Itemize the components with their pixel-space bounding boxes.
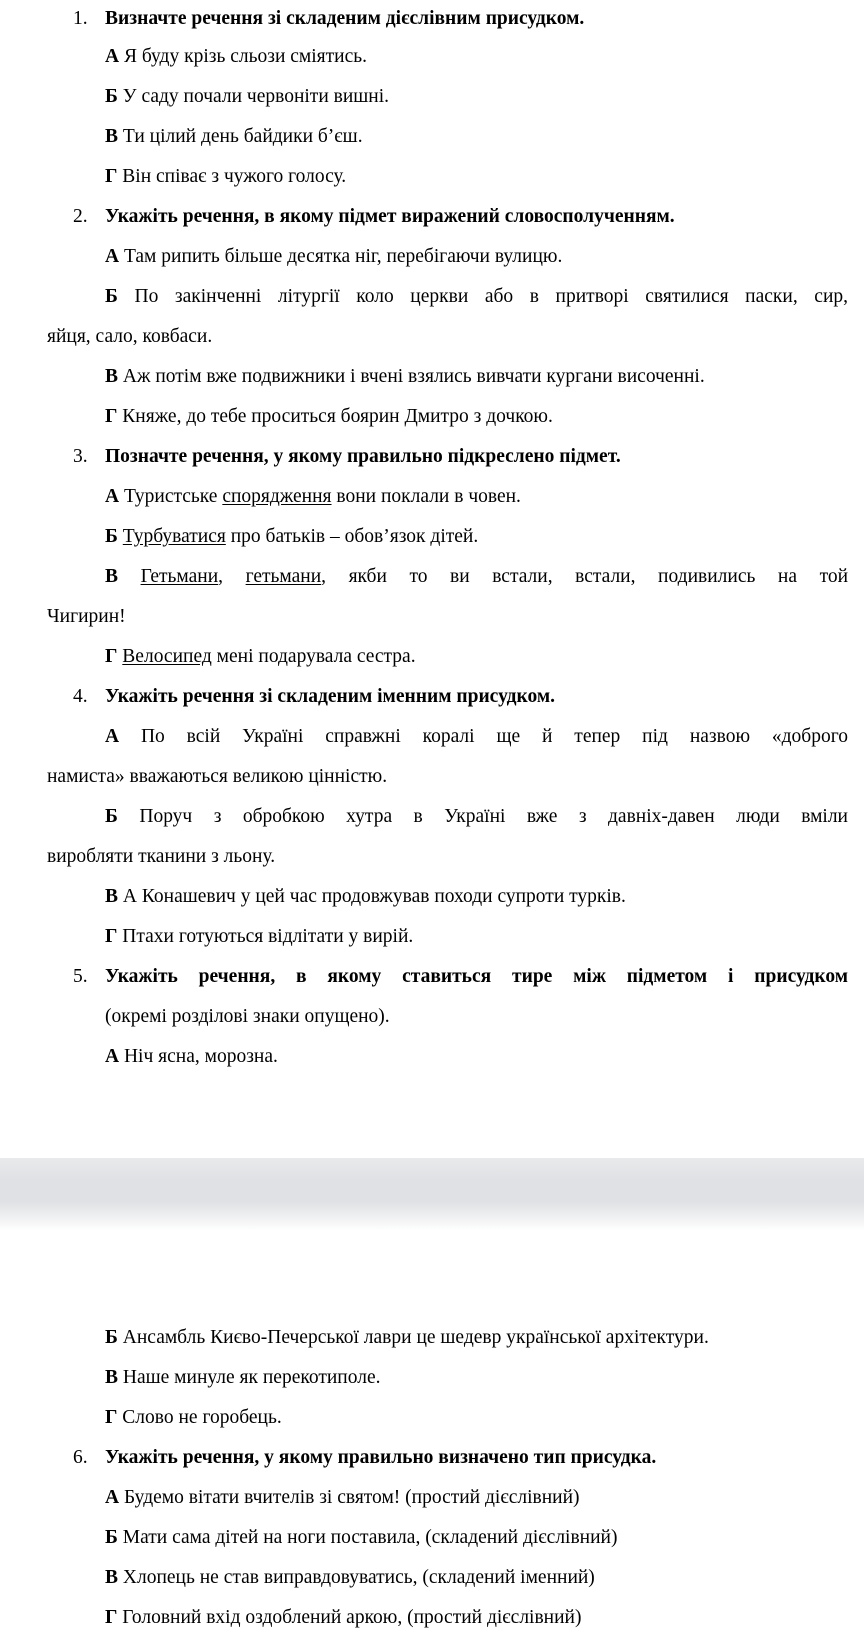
question-3-option-c: В Гетьмани, гетьмани, якби то ви встали, встали, подивились на той [105, 566, 849, 587]
underlined-subject: Велосипед [122, 646, 212, 667]
question-4-text: Укажіть речення зі складеним іменним присудком. [105, 686, 555, 707]
question-2-option-d: Г Княже, до тебе проситься боярин Дмитро з дочкою. [105, 406, 553, 427]
question-2-option-b: Б По закінченні літургії коло церкви або в притворі святилися паски, сир, [105, 286, 849, 307]
question-3-option-a: А Туристське спорядження вони поклали в човен. [105, 486, 521, 507]
question-4-option-c: В А Конашевич у цей час продовжував походи супроти турків. [105, 886, 626, 907]
question-6-option-b: Б Мати сама дітей на ноги поставила, (складений дієслівний) [105, 1527, 618, 1548]
underlined-subject: спорядження [222, 486, 332, 507]
question-5-option-b: Б Ансамбль Києво-Печерської лаври це шедевр української архітектури. [105, 1327, 709, 1348]
question-5-number: 5. [73, 966, 88, 987]
question-3-option-b: Б Турбуватися про батьків – обов’язок дітей. [105, 526, 479, 547]
question-4-option-d: Г Птахи готуються відлітати у вирій. [105, 926, 414, 947]
question-1-option-c: В Ти цілий день байдики б’єш. [105, 126, 363, 147]
question-2-option-a: А Там рипить більше десятка ніг, перебігаючи вулицю. [105, 246, 563, 267]
page-break-divider [0, 1158, 864, 1231]
question-5-option-c: В Наше минуле як перекотиполе. [105, 1367, 381, 1388]
question-4-number: 4. [73, 686, 88, 707]
question-6-text: Укажіть речення, у якому правильно визначено тип присудка. [105, 1447, 657, 1468]
question-6-option-d: Г Головний вхід оздоблений аркою, (простий дієслівний) [105, 1607, 582, 1628]
question-5-option-d: Г Слово не горобець. [105, 1407, 282, 1428]
question-5-text-continuation: (окремі розділові знаки опущено). [105, 1006, 390, 1027]
question-1-option-b: Б У саду почали червоніти вишні. [105, 86, 390, 107]
question-1-option-a: А Я буду крізь сльози сміятись. [105, 46, 368, 67]
question-3-text: Позначте речення, у якому правильно підкреслено підмет. [105, 446, 621, 467]
question-2-number: 2. [73, 206, 88, 227]
question-2-option-b-continuation: яйця, сало, ковбаси. [47, 326, 213, 347]
page-gap [0, 1158, 864, 1231]
page-sheet-bottom [0, 1231, 864, 1635]
underlined-subject: Турбуватися [122, 526, 226, 547]
question-2-option-c: В Аж потім вже подвижники і вчені взялись вивчати кургани височенні. [105, 366, 705, 387]
question-1-option-d: Г Він співає з чужого голосу. [105, 166, 347, 187]
question-3-option-c-continuation: Чигирин! [47, 606, 126, 627]
question-3-number: 3. [73, 446, 88, 467]
question-6-number: 6. [73, 1447, 88, 1468]
question-5-text: Укажіть речення, в якому ставиться тире між підметом і присудком [105, 966, 848, 987]
question-5-option-a: А Ніч ясна, морозна. [105, 1046, 278, 1067]
question-4-option-a-continuation: намиста» вважаються великою цінністю. [47, 766, 388, 787]
underlined-subject: гетьмани [245, 566, 322, 587]
question-4-option-b: Б Поруч з обробкою хутра в Україні вже з давніх-давен люди вміли [105, 806, 848, 827]
question-4-option-a: А По всій Україні справжні коралі ще й тепер під назвою «доброго [105, 726, 848, 747]
question-3-option-d: Г Велосипед мені подарувала сестра. [105, 646, 416, 667]
question-1-number: 1. [73, 8, 88, 29]
question-1-text: Визначте речення зі складеним дієслівним присудком. [105, 8, 585, 29]
question-6-option-a: А Будемо вітати вчителів зі святом! (простий дієслівний) [105, 1487, 580, 1508]
question-4-option-b-continuation: виробляти тканини з льону. [47, 846, 276, 867]
question-2-text: Укажіть речення, в якому підмет виражений словосполученням. [105, 206, 675, 227]
question-6-option-c: В Хлопець не став виправдовуватись, (складений іменний) [105, 1567, 595, 1588]
underlined-subject: Гетьмани [140, 566, 219, 587]
